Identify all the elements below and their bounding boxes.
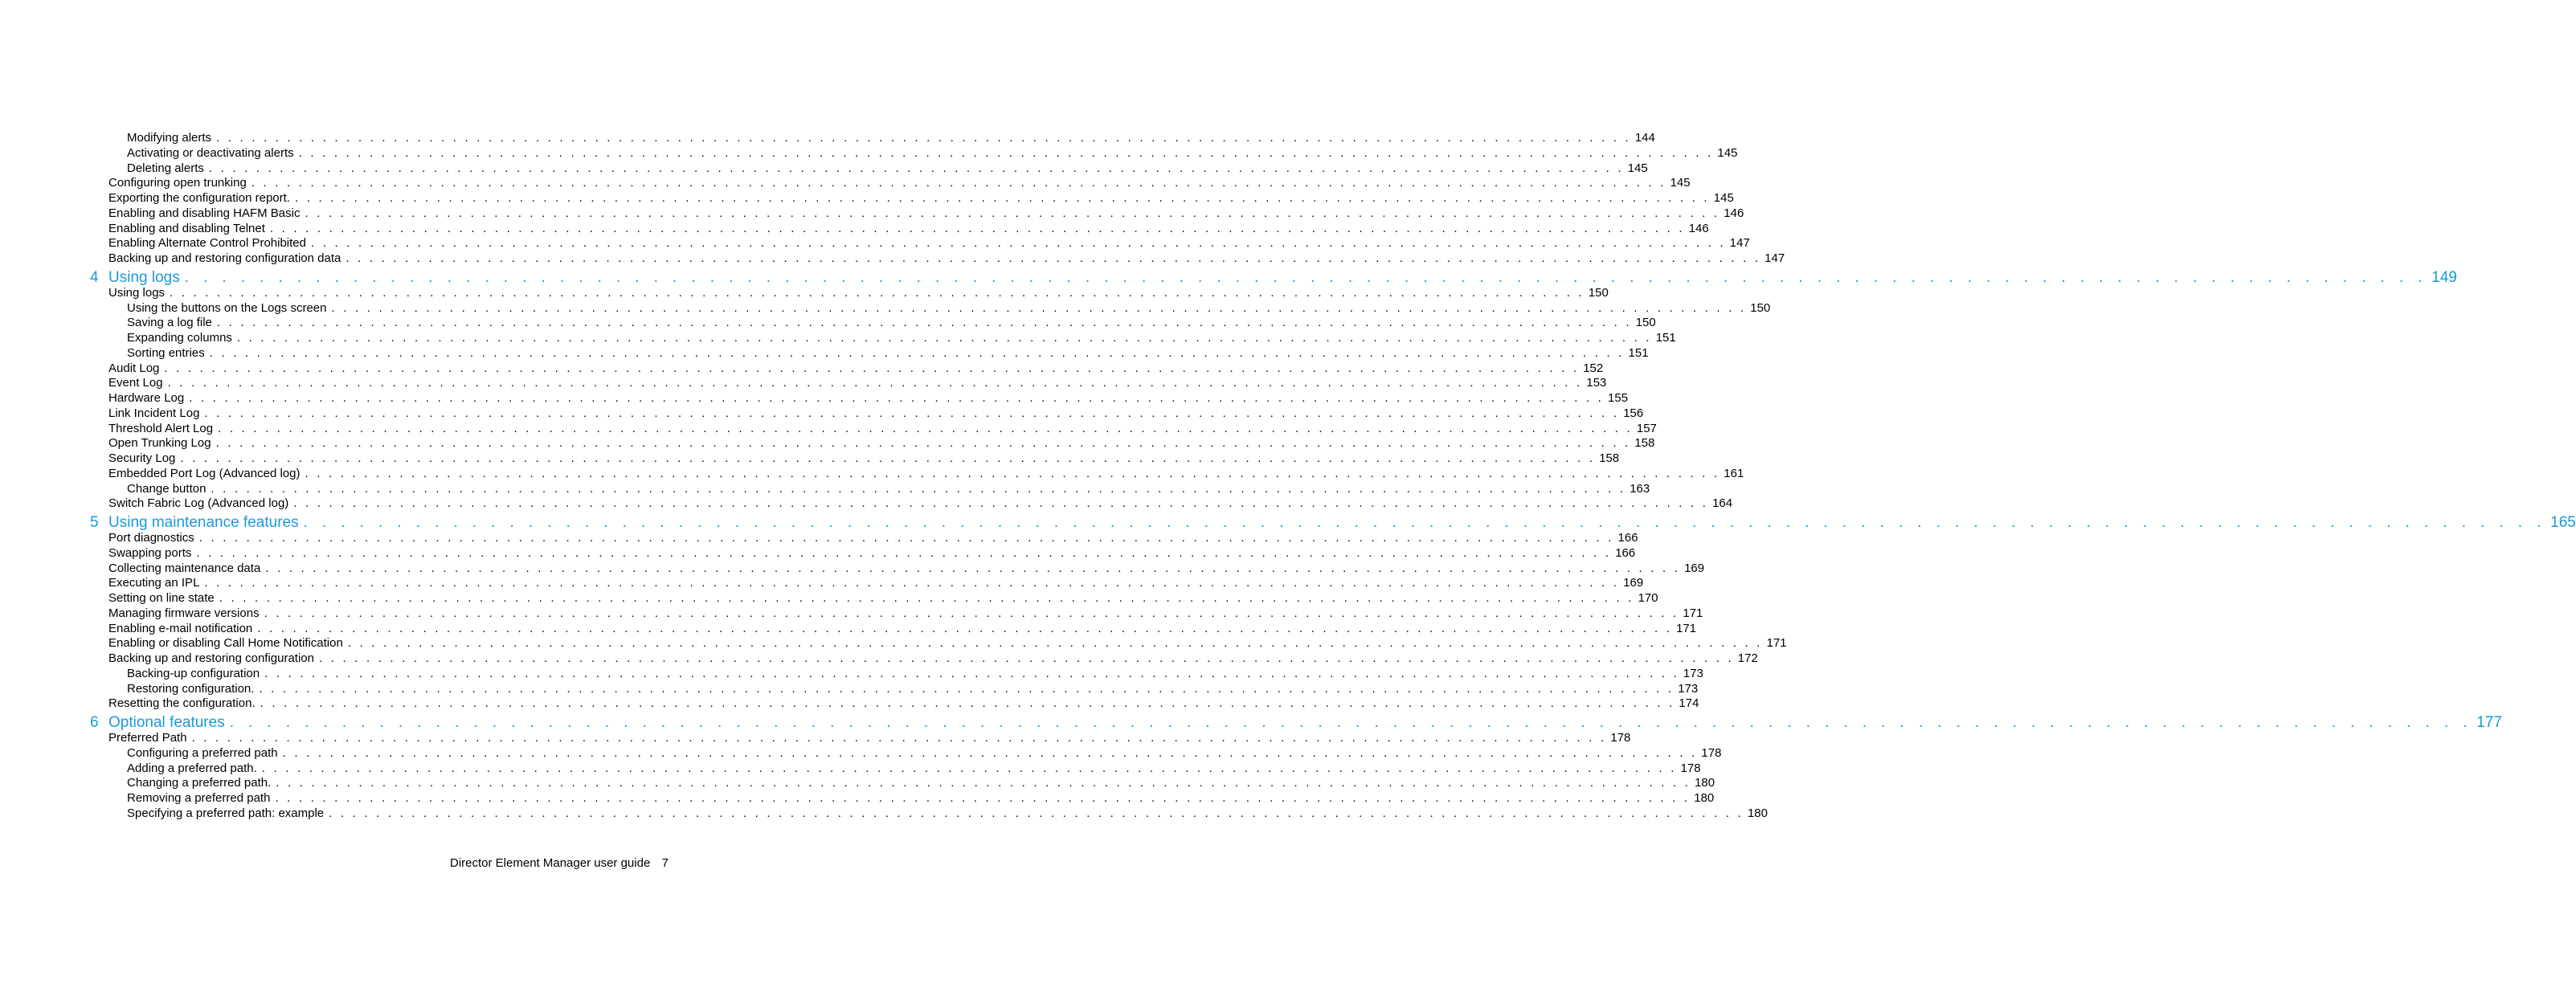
toc-entry-title: Enabling and disabling HAFM Basic (108, 206, 301, 220)
toc-entry[interactable] (108, 436, 1655, 451)
dot-leader: . . . . . . . . . . . . . . . . . . . . . . . . . . . . . . . . . . . . . . . . . . . . . . . . . . . . . . . . . . . . . . . . . . . . . . . . . . . . . . . . . . . . . . . . . . . . . . . . . . . . . . . . . . . . . . . . . . . . . . . . (331, 300, 1747, 315)
toc-entry-title: Using logs (108, 268, 180, 286)
dot-leader: . . . . . . . . . . . . . . . . . . . . . . . . . . . . . . . . . . . . . . . . . . . . . . . . . . . . . . . . . . . . . . . . . . . . . . . . . . . . . . . . . . . . . . . . . . . . . . . . . . . . . . . . . . . . . . . . . . . . . . . . (261, 761, 1677, 775)
toc-entry-title: Enabling Alternate Control Prohibited (108, 236, 306, 251)
toc-entry[interactable] (108, 621, 1697, 637)
toc-entry-page-number: 158 (1634, 436, 1655, 451)
toc-entry-title: Configuring a preferred path (127, 745, 278, 760)
chapter-number: 4 (90, 268, 99, 286)
toc-entry-title: Resetting the configuration. (108, 696, 256, 711)
toc-entry-title: Event Log (108, 376, 163, 390)
toc-entry-title: Enabling e-mail notification (108, 621, 253, 635)
toc-entry-title: Using the buttons on the Logs screen (127, 300, 327, 315)
toc-entry-page-number: 178 (1610, 731, 1631, 745)
toc-entry[interactable] (108, 466, 1744, 482)
dot-leader: . . . . . . . . . . . . . . . . . . . . . . . . . . . . . . . . . . . . . . . . . . . . . . . . . . . . . . . . . . . . . . . . . . . . . . . . . . . . . . . . . . . . . . . . . . . . . . . . . . . . . . . . . . . . . . . . . . . . . . . . (346, 251, 1761, 265)
toc-entry-title: Collecting maintenance data (108, 561, 261, 575)
dot-leader: . . . . . . . . . . . . . . . . . . . . . . . . . . . . . . . . . . . . . . . . . . . . . . . . . . . . . . . . . . . . . . . . . . . . . . . . . . . . . . . . . . . . . . . . . . . . . . . . . . . . . . . . . . . . . . . . . . . . . . . . (189, 391, 1605, 405)
toc-entry-page-number: 152 (1583, 361, 1604, 375)
toc-entry-page-number: 177 (2476, 714, 2502, 731)
toc-entry[interactable] (127, 761, 1701, 777)
toc-entry-title: Modifying alerts (127, 131, 212, 145)
toc-entry-page-number: 163 (1629, 481, 1650, 496)
dot-leader: . . . . . . . . . . . . . . . . . . . . . . . . . . . . . . . . . . . . . . . . . . . . . . . . . . . . . . . . . . . . . . . . . . . . . . . . . . . . . . . . . . . . . . . . . . . . . . . . . . . . . . . . . . . . . . . . . . . . . . . . (347, 636, 1763, 651)
toc-entry-page-number: 151 (1655, 331, 1676, 345)
toc-entry-title: Backing up and restoring configuration data (108, 251, 341, 265)
toc-entry-page-number: 144 (1634, 131, 1655, 145)
dot-leader: . . . . . . . . . . . . . . . . . . . . . . . . . . . . . . . . . . . . . . . . . . . . . . . . . . . . . . . . . . . . . . . . . . . . . . . . . . . . . . . . . . . . . . . . . . . . . . . . . . . . . . . . . . . . . . . . . . . . . . . . (264, 606, 1679, 620)
toc-entry-page-number: 145 (1713, 191, 1734, 205)
toc-entry-page-number: 146 (1688, 221, 1709, 235)
dot-leader: . . . . . . . . . . . . . . . . . . . . . . . . . . . . . . . . . . . . . . . . . . . . . . . . . . . . . . . . . . . . . . . . . . . . . . . . . . . . . . . . . . . . . . . . . . . . . . . . . . . . . . . . . . . . . . . . . . . . . . . . (198, 531, 1614, 545)
toc-entry[interactable] (127, 131, 1655, 146)
dot-leader: . . . . . . . . . . . . . . . . . . . . . . . . . . . . . . . . . . . . . . . . . . . . . . . . . . . . . . . . . . . . . . . . . . . . . . . . . . . . . . . . . . . . . . . . . . . . . . . . . . . . . . . . . . . . . . . . . . . . . . . . (319, 651, 1734, 665)
toc-entry-page-number: 178 (1680, 761, 1701, 775)
dot-leader: . . . . . . . . . . . . . . . . . . . . . . . . . . . . . . . . . . . . . . . . . . . . . . . . . . . . . . . . . . . . . . . . . . . . . . . . . . . . . . . . . . . . . . . . . . . . . . . . . . . . . . . . . . . . . . . . . . . . . . . . (196, 545, 1612, 560)
dot-leader: . . . . . . . . . . . . . . . . . . . . . . . . . . . . . . . . . . . . . . . . . . . . . . . . . . . . . . . . . . . . . . . . . . . . . . . . . . . . . . . . . . . . . . . . . . . . . . . . . . . . . . . . . . . . . . . . . . . . . . . . (191, 731, 1607, 745)
footer-page-number: 7 (661, 856, 669, 870)
toc-entry-page-number: 166 (1617, 531, 1638, 545)
toc-entry-page-number: 147 (1729, 236, 1750, 251)
dot-leader: . . . . . . . . . . . . . . . . . . . . . . . . . . . . . . . . . . . . . . . . . . . . . . . . . . . . . . . . . . . . . . . . . . . . . . . . . . . . . . . . . . . . . . . . . . . . . . . . . . . . . . . . . . . . . . . . . . . . . . . . (329, 806, 1744, 820)
toc-entry-title: Swapping ports (108, 545, 192, 560)
toc-entry-title: Threshold Alert Log (108, 421, 214, 435)
toc-entry[interactable] (108, 406, 1644, 422)
toc-entry-page-number: 174 (1678, 696, 1699, 711)
toc-entry[interactable] (127, 345, 1649, 361)
toc-entry-page-number: 172 (1737, 651, 1758, 665)
toc-entry-page-number: 173 (1678, 681, 1699, 696)
toc-entry-title: Specifying a preferred path: example (127, 806, 325, 820)
toc-entry[interactable] (108, 191, 1734, 206)
toc-entry-title: Backing-up configuration (127, 666, 260, 680)
toc-entry-title: Link Incident Log (108, 406, 200, 420)
toc-entry-title: Configuring open trunking (108, 176, 247, 190)
toc-entry-page-number: 166 (1615, 545, 1636, 560)
toc-entry[interactable] (108, 606, 1703, 622)
dot-leader: . . . . . . . . . . . . . . . . . . . . . . . . . . . . . . . . . . . . . . . . . . . . . . . . . . . . . . . . . . . . . . . . . . . . . . . . . . . . . . . . . . . . . . . . . . . . . . . . . . . . . . . . . . . . . . . . . . . . . . . . (311, 236, 1726, 251)
toc-entry-page-number: 171 (1766, 636, 1787, 651)
toc-entry-title: Preferred Path (108, 731, 187, 745)
toc-entry-title: Open Trunking Log (108, 436, 211, 451)
dot-leader: . . . . . . . . . . . . . . . . . . . . . . . . . . . . . . . . . . . . . . . . . . . . . . . . . . . . . . . . . . . . . . . . . . . . . . . . . . . . . . . . . . . . . . . . . . . . . . . . . . . . . . . . . . . . . . . . . . . . . . . . (264, 666, 1679, 680)
dot-leader: . . . . . . . . . . . . . . . . . . . . . . . . . . . . . . . . . . . . . . . . . . . . . . . . . . . . . . . . . . . . . . . . . . . . . . . . . . . . . . . . . . . . . . . . . . . . . . . . . . . . . . . . . . . . . . . . . . . . . . . . (305, 206, 1720, 220)
toc-entry[interactable] (127, 745, 1722, 761)
chapter-number: 6 (90, 714, 99, 731)
toc-entry-page-number: 171 (1683, 606, 1703, 620)
toc-entry-page-number: 145 (1627, 161, 1648, 175)
toc-entry-page-number: 173 (1683, 666, 1703, 680)
toc-entry[interactable] (127, 331, 1676, 346)
toc-entry-page-number: 145 (1717, 145, 1738, 160)
dot-leader: . . . . . . . . . . . . . . . . . . . . . . . . . . . . . . . . . . . . . . . . . . . . . . . . . . . . . . . . . . . . . . . . . . . . . . . . . . . . . . . . . . . . . . . . . . . . . . . . . . . . . . . . . . . . . . . . . . . . . . . . (276, 776, 1691, 790)
toc-entry-page-number: 157 (1636, 421, 1657, 435)
toc-entry[interactable] (108, 531, 1638, 546)
toc-entry-title: Enabling and disabling Telnet (108, 221, 265, 235)
toc-entry[interactable] (108, 361, 1604, 377)
toc-entry-page-number: 151 (1628, 345, 1649, 360)
toc-entry-page-number: 171 (1676, 621, 1697, 635)
toc-entry-title: Executing an IPL (108, 576, 200, 590)
toc-entry-page-number: 149 (2431, 268, 2457, 286)
toc-entry[interactable] (108, 236, 1750, 251)
dot-leader: . . . . . . . . . . . . . . . . . . . . . . . . . . . . . . . . . . . . . . . . . . . . . . . . . . . . . . . . . . . . . . . . . . . . . . . . . . . . . . . . . . . . . . . . . . . . . . . . . . . . . . . . . . . . . . . . . . . . . . . . (204, 576, 1620, 590)
dot-leader: . . . . . . . . . . . . . . . . . . . . . . . . . . . . . . . . . . . . . . . . . . . . . . . . . . . . . . . . . . . . . . . . . . . . . . . . . . . . . . . . . . . . . . . . . . . . . . . . . . . . . . . . . . . . . . . . . . . . . . . . (257, 621, 1673, 635)
toc-entry[interactable] (108, 545, 1636, 561)
dot-leader: . . . . . . . . . . . . . . . . . . . . . . . . . . . . . . . . . . . . . . . . . . . . . . . . . . . . . . . . . . . . . . . . . . . . . . . . . . . . . . . . . . . . . . . . . . . . . . . . . . . . . . . . . . . . . . . . . . . . . . . . (167, 376, 1583, 390)
toc-entry-page-number: 180 (1747, 806, 1768, 820)
toc-entry-page-number: 164 (1712, 496, 1733, 511)
toc-entry-title: Exporting the configuration report. (108, 191, 290, 205)
dot-leader: . . . . . . . . . . . . . . . . . . . . . . . . . . . . . . . . . . . . . . . . . . . . . . . . . . . . . . . . . . . . . . . . . . . . . . . . . . . . . . . . . . . . . . . . . . . . . . . . . . . . . . . . . . . . . . . . . . . . . . . . (275, 791, 1691, 805)
toc-entry[interactable] (108, 206, 1744, 222)
toc-entry[interactable] (108, 376, 1607, 391)
toc-entry-page-number: 180 (1694, 791, 1715, 805)
toc-entry-title: Backing up and restoring configuration (108, 651, 314, 665)
toc-entry-page-number: 150 (1588, 285, 1609, 300)
toc-entry-title: Embedded Port Log (Advanced log) (108, 466, 301, 480)
toc-entry-title: Audit Log (108, 361, 160, 375)
toc-entry[interactable] (108, 421, 1657, 437)
toc-entry-title: Expanding columns (127, 331, 232, 345)
toc-entry[interactable] (108, 636, 1787, 651)
dot-leader: . . . . . . . . . . . . . . . . . . . . . . . . . . . . . . . . . . . . . . . . . . . . . . . . . . . . . . . . . . . . . . . . . . . . . . . . . . . . . . . . . . . . . . . . . . . . . . . . . . . . . . . . . . . . . . . . . . . . . . . . (303, 514, 2546, 531)
toc-entry-page-number: 156 (1623, 406, 1644, 420)
toc-entry[interactable] (127, 300, 1771, 316)
toc-entry[interactable] (127, 791, 1715, 806)
toc-entry-page-number: 170 (1638, 591, 1658, 605)
dot-leader: . . . . . . . . . . . . . . . . . . . . . . . . . . . . . . . . . . . . . . . . . . . . . . . . . . . . . . . . . . . . . . . . . . . . . . . . . . . . . . . . . . . . . . . . . . . . . . . . . . . . . . . . . . . . . . . . . . . . . . . . (184, 268, 2427, 286)
dot-leader: . . . . . . . . . . . . . . . . . . . . . . . . . . . . . . . . . . . . . . . . . . . . . . . . . . . . . . . . . . . . . . . . . . . . . . . . . . . . . . . . . . . . . . . . . . . . . . . . . . . . . . . . . . . . . . . . . . . . . . . . (251, 176, 1666, 190)
dot-leader: . . . . . . . . . . . . . . . . . . . . . . . . . . . . . . . . . . . . . . . . . . . . . . . . . . . . . . . . . . . . . . . . . . . . . . . . . . . . . . . . . . . . . . . . . . . . . . . . . . . . . . . . . . . . . . . . . . . . . . . . (180, 451, 1596, 465)
toc-entry-page-number: 147 (1764, 251, 1785, 265)
toc-entry-title: Setting on line state (108, 591, 215, 605)
toc-entry[interactable] (108, 221, 1709, 237)
toc-entry-title: Activating or deactivating alerts (127, 145, 294, 160)
toc-entry[interactable] (127, 806, 1768, 822)
toc-entry-title: Removing a preferred path (127, 791, 271, 805)
toc-entry-page-number: 150 (1635, 316, 1656, 330)
toc-entry[interactable] (108, 391, 1629, 406)
toc-entry-page-number: 146 (1723, 206, 1744, 220)
dot-leader: . . . . . . . . . . . . . . . . . . . . . . . . . . . . . . . . . . . . . . . . . . . . . . . . . . . . . . . . . . . . . . . . . . . . . . . . . . . . . . . . . . . . . . . . . . . . . . . . . . . . . . . . . . . . . . . . . . . . . . . . (260, 696, 1675, 711)
dot-leader: . . . . . . . . . . . . . . . . . . . . . . . . . . . . . . . . . . . . . . . . . . . . . . . . . . . . . . . . . . . . . . . . . . . . . . . . . . . . . . . . . . . . . . . . . . . . . . . . . . . . . . . . . . . . . . . . . . . . . . . . (265, 561, 1681, 575)
toc-entry[interactable] (108, 451, 1620, 467)
dot-leader: . . . . . . . . . . . . . . . . . . . . . . . . . . . . . . . . . . . . . . . . . . . . . . . . . . . . . . . . . . . . . . . . . . . . . . . . . . . . . . . . . . . . . . . . . . . . . . . . . . . . . . . . . . . . . . . . . . . . . . . . (282, 745, 1698, 760)
toc-entry[interactable] (127, 681, 1699, 697)
toc-entry-page-number: 158 (1599, 451, 1620, 465)
toc-entry[interactable] (108, 651, 1758, 667)
toc-entry[interactable] (127, 481, 1650, 497)
toc-entry-page-number: 150 (1750, 300, 1771, 315)
dot-leader: . . . . . . . . . . . . . . . . . . . . . . . . . . . . . . . . . . . . . . . . . . . . . . . . . . . . . . . . . . . . . . . . . . . . . . . . . . . . . . . . . . . . . . . . . . . . . . . . . . . . . . . . . . . . . . . . . . . . . . . . (204, 406, 1620, 420)
dot-leader: . . . . . . . . . . . . . . . . . . . . . . . . . . . . . . . . . . . . . . . . . . . . . . . . . . . . . . . . . . . . . . . . . . . . . . . . . . . . . . . . . . . . . . . . . . . . . . . . . . . . . . . . . . . . . . . . . . . . . . . . (269, 221, 1685, 235)
toc-entry[interactable] (108, 731, 1631, 746)
toc-entry-title: Changing a preferred path. (127, 776, 272, 790)
toc-entry[interactable] (108, 576, 1644, 591)
dot-leader: . . . . . . . . . . . . . . . . . . . . . . . . . . . . . . . . . . . . . . . . . . . . . . . . . . . . . . . . . . . . . . . . . . . . . . . . . . . . . . . . . . . . . . . . . . . . . . . . . . . . . . . . . . . . . . . . . . . . . . . . (208, 161, 1624, 175)
dot-leader: . . . . . . . . . . . . . . . . . . . . . . . . . . . . . . . . . . . . . . . . . . . . . . . . . . . . . . . . . . . . . . . . . . . . . . . . . . . . . . . . . . . . . . . . . . . . . . . . . . . . . . . . . . . . . . . . . . . . . . . . (229, 714, 2472, 731)
dot-leader: . . . . . . . . . . . . . . . . . . . . . . . . . . . . . . . . . . . . . . . . . . . . . . . . . . . . . . . . . . . . . . . . . . . . . . . . . . . . . . . . . . . . . . . . . . . . . . . . . . . . . . . . . . . . . . . . . . . . . . . . (219, 591, 1634, 605)
toc-entry[interactable] (127, 161, 1648, 177)
toc-entry-title: Change button (127, 481, 206, 496)
toc-entry-title: Using logs (108, 285, 166, 300)
toc-entry-page-number: 180 (1695, 776, 1715, 790)
toc-entry-title: Saving a log file (127, 316, 212, 330)
toc-entry-title: Adding a preferred path. (127, 761, 257, 775)
toc-entry-page-number: 178 (1701, 745, 1722, 760)
dot-leader: . . . . . . . . . . . . . . . . . . . . . . . . . . . . . . . . . . . . . . . . . . . . . . . . . . . . . . . . . . . . . . . . . . . . . . . . . . . . . . . . . . . . . . . . . . . . . . . . . . . . . . . . . . . . . . . . . . . . . . . . (305, 466, 1720, 480)
toc-entry-title: Port diagnostics (108, 531, 194, 545)
toc-entry-title: Switch Fabric Log (Advanced log) (108, 496, 289, 511)
toc-entry[interactable] (127, 776, 1715, 791)
toc-entry[interactable] (108, 176, 1691, 191)
toc-entry-title: Deleting alerts (127, 161, 204, 175)
dot-leader: . . . . . . . . . . . . . . . . . . . . . . . . . . . . . . . . . . . . . . . . . . . . . . . . . . . . . . . . . . . . . . . . . . . . . . . . . . . . . . . . . . . . . . . . . . . . . . . . . . . . . . . . . . . . . . . . . . . . . . . . (293, 496, 1709, 511)
dot-leader: . . . . . . . . . . . . . . . . . . . . . . . . . . . . . . . . . . . . . . . . . . . . . . . . . . . . . . . . . . . . . . . . . . . . . . . . . . . . . . . . . . . . . . . . . . . . . . . . . . . . . . . . . . . . . . . . . . . . . . . . (170, 285, 1584, 300)
toc-entry[interactable] (127, 145, 1738, 161)
dot-leader: . . . . . . . . . . . . . . . . . . . . . . . . . . . . . . . . . . . . . . . . . . . . . . . . . . . . . . . . . . . . . . . . . . . . . . . . . . . . . . . . . . . . . . . . . . . . . . . . . . . . . . . . . . . . . . . . . . . . . . . . (298, 145, 1714, 160)
toc-entry-page-number: 165 (2550, 514, 2576, 531)
dot-leader: . . . . . . . . . . . . . . . . . . . . . . . . . . . . . . . . . . . . . . . . . . . . . . . . . . . . . . . . . . . . . . . . . . . . . . . . . . . . . . . . . . . . . . . . . . . . . . . . . . . . . . . . . . . . . . . . . . . . . . . . (216, 316, 1632, 330)
dot-leader: . . . . . . . . . . . . . . . . . . . . . . . . . . . . . . . . . . . . . . . . . . . . . . . . . . . . . . . . . . . . . . . . . . . . . . . . . . . . . . . . . . . . . . . . . . . . . . . . . . . . . . . . . . . . . . . . . . . . . . . . (216, 131, 1631, 145)
toc-entry[interactable] (108, 696, 1699, 712)
toc-entry-title: Using maintenance features (108, 514, 299, 531)
toc-entry-title: Hardware Log (108, 391, 185, 405)
toc-entry-page-number: 155 (1608, 391, 1629, 405)
dot-leader: . . . . . . . . . . . . . . . . . . . . . . . . . . . . . . . . . . . . . . . . . . . . . . . . . . . . . . . . . . . . . . . . . . . . . . . . . . . . . . . . . . . . . . . . . . . . . . . . . . . . . . . . . . . . . . . . . . . . . . . . (236, 331, 1652, 345)
toc-entry-title: Restoring configuration. (127, 681, 255, 696)
dot-leader: . . . . . . . . . . . . . . . . . . . . . . . . . . . . . . . . . . . . . . . . . . . . . . . . . . . . . . . . . . . . . . . . . . . . . . . . . . . . . . . . . . . . . . . . . . . . . . . . . . . . . . . . . . . . . . . . . . . . . . . . (218, 421, 1633, 435)
toc-entry-title: Managing firmware versions (108, 606, 260, 620)
dot-leader: . . . . . . . . . . . . . . . . . . . . . . . . . . . . . . . . . . . . . . . . . . . . . . . . . . . . . . . . . . . . . . . . . . . . . . . . . . . . . . . . . . . . . . . . . . . . . . . . . . . . . . . . . . . . . . . . . . . . . . . . (215, 436, 1631, 451)
toc-entry-page-number: 153 (1586, 376, 1607, 390)
toc-entry-title: Optional features (108, 714, 225, 731)
toc-entry[interactable] (108, 561, 1705, 577)
toc-entry[interactable] (108, 591, 1658, 606)
dot-leader: . . . . . . . . . . . . . . . . . . . . . . . . . . . . . . . . . . . . . . . . . . . . . . . . . . . . . . . . . . . . . . . . . . . . . . . . . . . . . . . . . . . . . . . . . . . . . . . . . . . . . . . . . . . . . . . . . . . . . . . . (294, 191, 1710, 205)
toc-entry-page-number: 169 (1623, 576, 1644, 590)
toc-entry[interactable] (127, 666, 1703, 682)
dot-leader: . . . . . . . . . . . . . . . . . . . . . . . . . . . . . . . . . . . . . . . . . . . . . . . . . . . . . . . . . . . . . . . . . . . . . . . . . . . . . . . . . . . . . . . . . . . . . . . . . . . . . . . . . . . . . . . . . . . . . . . . (259, 681, 1674, 696)
footer-title: Director Element Manager user guide (450, 856, 651, 870)
toc-entry[interactable] (108, 251, 1785, 267)
dot-leader: . . . . . . . . . . . . . . . . . . . . . . . . . . . . . . . . . . . . . . . . . . . . . . . . . . . . . . . . . . . . . . . . . . . . . . . . . . . . . . . . . . . . . . . . . . . . . . . . . . . . . . . . . . . . . . . . . . . . . . . . (164, 361, 1580, 375)
toc-entry-title: Security Log (108, 451, 176, 465)
toc-entry[interactable] (127, 316, 1656, 331)
toc-entry[interactable] (108, 496, 1733, 512)
chapter-number: 5 (90, 514, 99, 531)
dot-leader: . . . . . . . . . . . . . . . . . . . . . . . . . . . . . . . . . . . . . . . . . . . . . . . . . . . . . . . . . . . . . . . . . . . . . . . . . . . . . . . . . . . . . . . . . . . . . . . . . . . . . . . . . . . . . . . . . . . . . . . . (211, 481, 1626, 496)
toc-entry-page-number: 161 (1723, 466, 1744, 480)
page-footer (450, 856, 669, 870)
toc-entry[interactable] (108, 285, 1609, 301)
toc-entry-title: Enabling or disabling Call Home Notification (108, 636, 343, 651)
dot-leader: . . . . . . . . . . . . . . . . . . . . . . . . . . . . . . . . . . . . . . . . . . . . . . . . . . . . . . . . . . . . . . . . . . . . . . . . . . . . . . . . . . . . . . . . . . . . . . . . . . . . . . . . . . . . . . . . . . . . . . . . (209, 345, 1625, 360)
toc-entry-page-number: 169 (1684, 561, 1705, 575)
toc-entry-page-number: 145 (1670, 176, 1691, 190)
toc-entry-title: Sorting entries (127, 345, 205, 360)
